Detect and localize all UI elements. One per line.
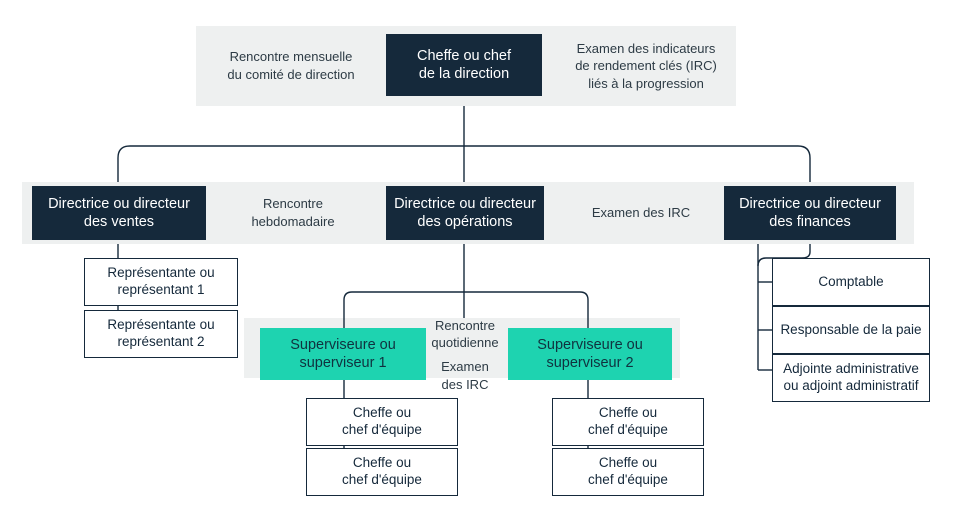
note-monthly-meeting-line2: du comité de direction: [227, 67, 355, 82]
node-director-sales-line1: Directrice ou directeur: [48, 195, 190, 212]
node-rep-2-line1: Représentante ou: [107, 317, 215, 333]
node-accountant-line1: Comptable: [818, 273, 884, 289]
node-payroll-line1: Responsable de la paie: [780, 321, 922, 337]
note-daily-meeting: [420, 317, 510, 392]
node-team-lead-3-line1: Cheffe ou: [598, 405, 658, 421]
note-kpi-review-line2: de rendement clés (IRC): [575, 58, 717, 74]
node-director-operations-line1: Directrice ou directeur: [394, 195, 536, 212]
node-rep-1[interactable]: [84, 258, 238, 306]
note-irc-review-line1: Examen des IRC: [591, 205, 691, 221]
note-weekly-meeting: [218, 190, 368, 236]
note-weekly-meeting-line1: Rencontre: [263, 196, 323, 212]
note-irc-review: [566, 202, 716, 224]
node-director-operations[interactable]: [386, 186, 544, 240]
node-ceo[interactable]: [386, 34, 542, 96]
note-daily-meeting-line1: Rencontre: [435, 317, 495, 333]
node-team-lead-1-line2: chef d'équipe: [342, 422, 422, 437]
note-kpi-review-line1: Examen des indicateurs: [576, 40, 716, 56]
node-team-lead-4-line2: chef d'équipe: [588, 472, 668, 487]
node-admin-assistant[interactable]: [772, 354, 930, 402]
node-team-lead-1-line1: Cheffe ou: [352, 405, 412, 421]
node-accountant[interactable]: [772, 258, 930, 306]
node-rep-2-line2: représentant 2: [117, 334, 205, 349]
node-team-lead-2[interactable]: [306, 448, 458, 496]
node-supervisor-1[interactable]: [260, 328, 426, 380]
node-supervisor-1-line1: Superviseure ou: [290, 336, 396, 353]
note-daily-meeting-line3: Examen: [441, 359, 489, 374]
node-rep-1-line1: Représentante ou: [107, 265, 215, 281]
node-director-operations-line2: des opérations: [417, 214, 513, 230]
node-director-sales-line2: des ventes: [83, 214, 155, 230]
node-ceo-line2: de la direction: [418, 66, 510, 82]
node-director-finance[interactable]: [724, 186, 896, 240]
node-team-lead-2-line1: Cheffe ou: [352, 455, 412, 471]
note-daily-meeting-line2: quotidienne: [431, 335, 499, 351]
node-supervisor-2-line1: Superviseure ou: [537, 336, 643, 353]
node-payroll[interactable]: [772, 306, 930, 354]
node-team-lead-3[interactable]: [552, 398, 704, 446]
node-team-lead-1[interactable]: [306, 398, 458, 446]
note-kpi-review: [556, 36, 736, 96]
note-monthly-meeting: [206, 42, 376, 90]
note-daily-meeting-line4: des IRC: [441, 376, 489, 392]
note-kpi-review-line3: liés à la progression: [588, 75, 704, 91]
node-supervisor-2-line2: superviseur 2: [546, 355, 634, 371]
node-supervisor-1-line2: superviseur 1: [299, 355, 387, 371]
node-supervisor-2[interactable]: [508, 328, 672, 380]
node-admin-assistant-line1: Adjointe administrative: [783, 361, 919, 377]
node-director-sales[interactable]: [32, 186, 206, 240]
node-director-finance-line1: Directrice ou directeur: [739, 195, 881, 212]
node-team-lead-4[interactable]: [552, 448, 704, 496]
node-team-lead-4-line1: Cheffe ou: [598, 455, 658, 471]
note-weekly-meeting-line2: hebdomadaire: [251, 214, 335, 229]
node-rep-2[interactable]: [84, 310, 238, 358]
node-admin-assistant-line2: ou adjoint administratif: [783, 378, 919, 393]
node-director-finance-line2: des finances: [769, 214, 851, 230]
node-ceo-line1: Cheffe ou chef: [416, 47, 512, 64]
node-team-lead-2-line2: chef d'équipe: [342, 472, 422, 487]
note-monthly-meeting-line1: Rencontre mensuelle: [229, 49, 353, 65]
node-team-lead-3-line2: chef d'équipe: [588, 422, 668, 437]
node-rep-1-line2: représentant 1: [117, 282, 205, 297]
